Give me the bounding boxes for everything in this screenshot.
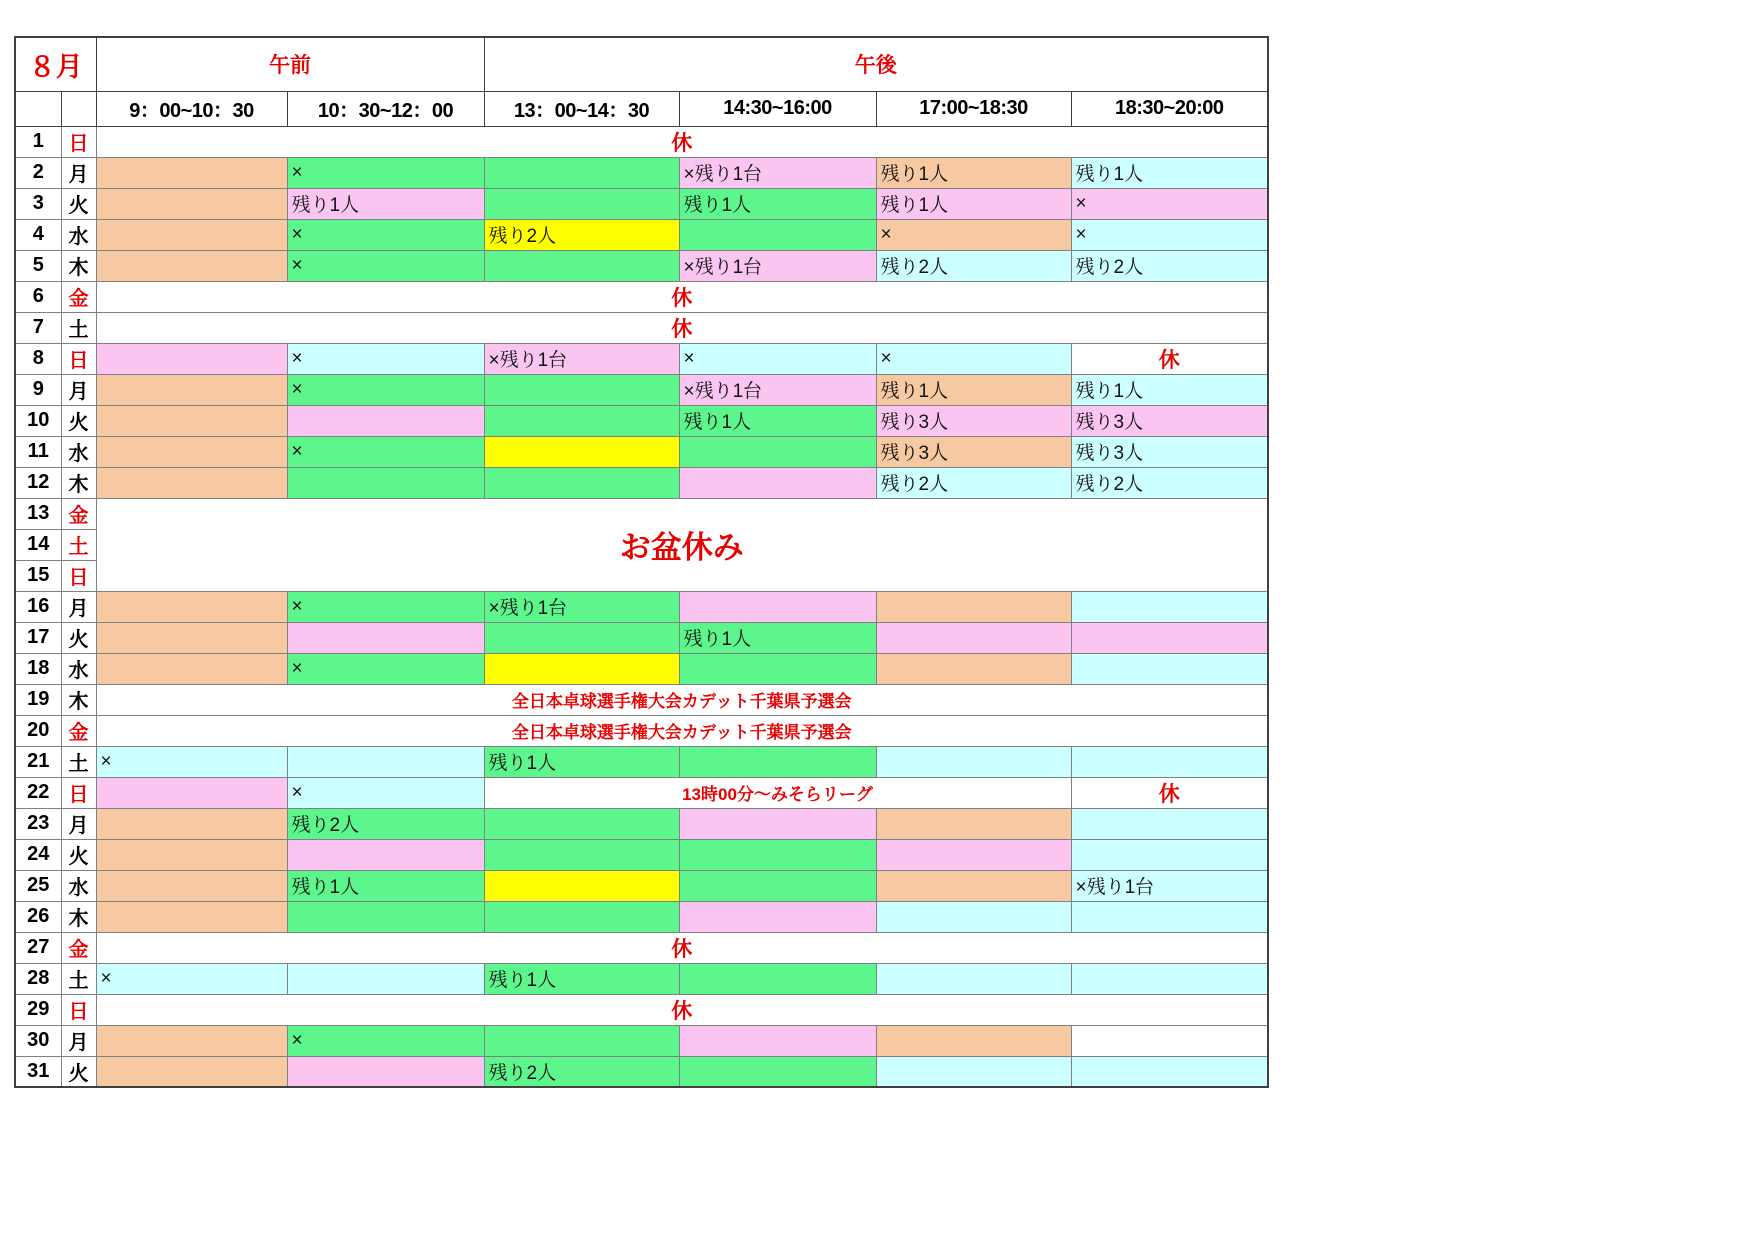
schedule-page (14, 36, 1269, 1088)
schedule-cell (287, 405, 484, 436)
schedule-row (15, 932, 1268, 963)
schedule-cell: 残り2人 (1071, 250, 1268, 281)
weekday-cell: 土 (61, 312, 96, 343)
schedule-cell: 残り1人 (287, 188, 484, 219)
date-cell: 12 (15, 467, 61, 498)
schedule-cell: 残り2人 (876, 467, 1071, 498)
date-cell: 17 (15, 622, 61, 653)
schedule-cell (484, 1025, 679, 1056)
schedule-cell: 残り1人 (876, 374, 1071, 405)
schedule-row (15, 901, 1268, 932)
schedule-row (15, 963, 1268, 994)
schedule-row (15, 374, 1268, 405)
date-cell: 14 (15, 529, 61, 560)
schedule-cell (876, 1025, 1071, 1056)
weekday-cell: 火 (61, 188, 96, 219)
weekday-cell: 日 (61, 777, 96, 808)
schedule-cell: × (287, 1025, 484, 1056)
note-cell: 休 (96, 126, 1268, 157)
schedule-row (15, 1025, 1268, 1056)
date-cell: 11 (15, 436, 61, 467)
note-cell: 休 (1071, 343, 1268, 374)
corner-cell-blank (15, 91, 61, 126)
schedule-cell (287, 467, 484, 498)
schedule-cell (484, 808, 679, 839)
schedule-row (15, 684, 1268, 715)
schedule-cell: × (876, 219, 1071, 250)
time-slot-header: 10：30~12：00 (287, 91, 484, 126)
schedule-row (15, 405, 1268, 436)
schedule-cell (876, 1056, 1071, 1087)
schedule-row (15, 591, 1268, 622)
weekday-cell: 月 (61, 157, 96, 188)
weekday-cell: 土 (61, 746, 96, 777)
schedule-cell: × (96, 963, 287, 994)
date-cell: 27 (15, 932, 61, 963)
schedule-cell (96, 901, 287, 932)
schedule-cell (96, 591, 287, 622)
schedule-cell (287, 963, 484, 994)
weekday-cell: 日 (61, 994, 96, 1025)
schedule-cell: ×残り1台 (679, 250, 876, 281)
schedule-row (15, 498, 1268, 529)
schedule-cell (287, 622, 484, 653)
schedule-cell: 残り1人 (679, 188, 876, 219)
schedule-cell: × (1071, 188, 1268, 219)
schedule-row (15, 467, 1268, 498)
schedule-cell: × (679, 343, 876, 374)
weekday-cell: 水 (61, 653, 96, 684)
schedule-cell: × (1071, 219, 1268, 250)
date-cell: 30 (15, 1025, 61, 1056)
header-row-top (15, 37, 1268, 91)
schedule-cell (679, 1056, 876, 1087)
schedule-cell: × (287, 157, 484, 188)
schedule-cell (484, 374, 679, 405)
schedule-cell (96, 777, 287, 808)
schedule-row (15, 312, 1268, 343)
schedule-cell: 残り3人 (1071, 436, 1268, 467)
schedule-cell: 残り1人 (484, 746, 679, 777)
schedule-cell (96, 839, 287, 870)
schedule-row (15, 653, 1268, 684)
time-slot-header: 17:00~18:30 (876, 91, 1071, 126)
august-schedule-table (14, 36, 1269, 1088)
schedule-cell: 残り2人 (876, 250, 1071, 281)
date-cell: 23 (15, 808, 61, 839)
schedule-cell (679, 219, 876, 250)
schedule-cell: 残り2人 (1071, 467, 1268, 498)
weekday-cell: 火 (61, 405, 96, 436)
schedule-cell: ×残り1台 (484, 591, 679, 622)
schedule-cell: 残り2人 (287, 808, 484, 839)
schedule-cell: × (287, 250, 484, 281)
schedule-cell (1071, 591, 1268, 622)
time-slot-header: 18:30~20:00 (1071, 91, 1268, 126)
schedule-cell (679, 963, 876, 994)
schedule-cell (876, 870, 1071, 901)
note-cell: 13時00分～みそらリーグ (484, 777, 1071, 808)
weekday-cell: 水 (61, 219, 96, 250)
time-slot-header: 14:30~16:00 (679, 91, 876, 126)
schedule-cell (287, 901, 484, 932)
schedule-cell: 残り3人 (876, 405, 1071, 436)
schedule-cell (287, 746, 484, 777)
date-cell: 2 (15, 157, 61, 188)
date-cell: 6 (15, 281, 61, 312)
schedule-cell (96, 343, 287, 374)
date-cell: 25 (15, 870, 61, 901)
schedule-cell: 残り1人 (484, 963, 679, 994)
schedule-row (15, 126, 1268, 157)
schedule-cell (484, 405, 679, 436)
date-cell: 31 (15, 1056, 61, 1087)
weekday-cell: 水 (61, 870, 96, 901)
date-cell: 18 (15, 653, 61, 684)
schedule-row (15, 250, 1268, 281)
date-cell: 29 (15, 994, 61, 1025)
corner-cell-blank (61, 91, 96, 126)
schedule-cell (679, 1025, 876, 1056)
weekday-cell: 月 (61, 1025, 96, 1056)
schedule-cell (876, 839, 1071, 870)
schedule-cell (484, 188, 679, 219)
header-row-times (15, 91, 1268, 126)
schedule-cell (876, 746, 1071, 777)
schedule-cell (96, 653, 287, 684)
schedule-cell (287, 1056, 484, 1087)
schedule-cell (1071, 1025, 1268, 1056)
schedule-cell (96, 467, 287, 498)
date-cell: 21 (15, 746, 61, 777)
schedule-cell (1071, 653, 1268, 684)
weekday-cell: 木 (61, 250, 96, 281)
schedule-cell (484, 250, 679, 281)
schedule-cell (287, 839, 484, 870)
weekday-cell: 月 (61, 374, 96, 405)
schedule-cell: 残り2人 (484, 1056, 679, 1087)
schedule-cell (96, 870, 287, 901)
header-afternoon: 午後 (484, 37, 1268, 91)
schedule-cell: 残り1人 (287, 870, 484, 901)
note-cell: 休 (96, 312, 1268, 343)
schedule-cell (484, 622, 679, 653)
schedule-cell (484, 467, 679, 498)
weekday-cell: 火 (61, 839, 96, 870)
schedule-cell (876, 591, 1071, 622)
weekday-cell: 金 (61, 281, 96, 312)
schedule-cell: 残り3人 (876, 436, 1071, 467)
schedule-cell (876, 653, 1071, 684)
schedule-cell: 残り1人 (876, 188, 1071, 219)
schedule-cell (679, 653, 876, 684)
weekday-cell: 月 (61, 591, 96, 622)
schedule-cell (96, 1025, 287, 1056)
date-cell: 10 (15, 405, 61, 436)
schedule-cell (96, 808, 287, 839)
schedule-cell: 残り1人 (876, 157, 1071, 188)
schedule-cell: ×残り1台 (679, 374, 876, 405)
date-cell: 8 (15, 343, 61, 374)
weekday-cell: 金 (61, 498, 96, 529)
header-morning: 午前 (96, 37, 484, 91)
schedule-cell (1071, 746, 1268, 777)
time-slot-header: 9：00~10：30 (96, 91, 287, 126)
schedule-row (15, 436, 1268, 467)
schedule-cell: × (876, 343, 1071, 374)
schedule-cell (679, 436, 876, 467)
schedule-cell (876, 622, 1071, 653)
schedule-cell: ×残り1台 (1071, 870, 1268, 901)
schedule-cell (96, 405, 287, 436)
schedule-row (15, 157, 1268, 188)
schedule-cell: 残り1人 (679, 622, 876, 653)
schedule-row (15, 622, 1268, 653)
date-cell: 22 (15, 777, 61, 808)
schedule-row (15, 715, 1268, 746)
date-cell: 5 (15, 250, 61, 281)
schedule-cell (1071, 808, 1268, 839)
note-cell: 全日本卓球選手権大会カデット千葉県予選会 (96, 684, 1268, 715)
schedule-cell (876, 963, 1071, 994)
schedule-row (15, 219, 1268, 250)
schedule-cell (679, 839, 876, 870)
schedule-cell (96, 219, 287, 250)
date-cell: 28 (15, 963, 61, 994)
schedule-cell: 残り1人 (1071, 157, 1268, 188)
schedule-cell (679, 746, 876, 777)
weekday-cell: 水 (61, 436, 96, 467)
weekday-cell: 木 (61, 684, 96, 715)
weekday-cell: 日 (61, 343, 96, 374)
schedule-row (15, 808, 1268, 839)
weekday-cell: 木 (61, 467, 96, 498)
date-cell: 20 (15, 715, 61, 746)
schedule-cell: × (287, 777, 484, 808)
weekday-cell: 火 (61, 622, 96, 653)
schedule-cell: × (287, 374, 484, 405)
schedule-cell (679, 591, 876, 622)
schedule-cell: × (287, 343, 484, 374)
schedule-cell: × (96, 746, 287, 777)
schedule-cell: 残り2人 (484, 219, 679, 250)
schedule-cell: 残り3人 (1071, 405, 1268, 436)
schedule-cell (96, 436, 287, 467)
note-cell: 休 (96, 281, 1268, 312)
date-cell: 26 (15, 901, 61, 932)
date-cell: 7 (15, 312, 61, 343)
schedule-cell: ×残り1台 (679, 157, 876, 188)
weekday-cell: 金 (61, 932, 96, 963)
schedule-cell (96, 157, 287, 188)
date-cell: 13 (15, 498, 61, 529)
month-title: ８月 (15, 37, 96, 91)
schedule-row (15, 281, 1268, 312)
schedule-cell (1071, 622, 1268, 653)
schedule-cell (96, 374, 287, 405)
schedule-cell (679, 901, 876, 932)
schedule-cell (679, 870, 876, 901)
schedule-cell: × (287, 436, 484, 467)
note-cell: 休 (96, 932, 1268, 963)
schedule-cell (484, 653, 679, 684)
schedule-cell (1071, 901, 1268, 932)
date-cell: 9 (15, 374, 61, 405)
schedule-cell (484, 901, 679, 932)
time-slot-header: 13：00~14：30 (484, 91, 679, 126)
schedule-cell (96, 1056, 287, 1087)
schedule-row (15, 1056, 1268, 1087)
schedule-cell (1071, 839, 1268, 870)
schedule-cell: × (287, 219, 484, 250)
schedule-cell (1071, 963, 1268, 994)
schedule-row (15, 870, 1268, 901)
date-cell: 16 (15, 591, 61, 622)
schedule-row (15, 994, 1268, 1025)
schedule-cell (1071, 1056, 1268, 1087)
date-cell: 19 (15, 684, 61, 715)
note-cell: 休 (1071, 777, 1268, 808)
weekday-cell: 木 (61, 901, 96, 932)
note-cell: お盆休み (96, 498, 1268, 591)
schedule-row (15, 343, 1268, 374)
weekday-cell: 土 (61, 963, 96, 994)
date-cell: 24 (15, 839, 61, 870)
date-cell: 3 (15, 188, 61, 219)
schedule-cell (484, 157, 679, 188)
schedule-cell (876, 901, 1071, 932)
note-cell: 全日本卓球選手権大会カデット千葉県予選会 (96, 715, 1268, 746)
weekday-cell: 火 (61, 1056, 96, 1087)
schedule-row (15, 188, 1268, 219)
date-cell: 1 (15, 126, 61, 157)
schedule-cell (484, 870, 679, 901)
schedule-cell (876, 808, 1071, 839)
schedule-row (15, 746, 1268, 777)
schedule-cell: 残り1人 (1071, 374, 1268, 405)
schedule-cell (96, 188, 287, 219)
schedule-cell (679, 808, 876, 839)
weekday-cell: 土 (61, 529, 96, 560)
schedule-cell: ×残り1台 (484, 343, 679, 374)
schedule-cell: × (287, 653, 484, 684)
weekday-cell: 日 (61, 560, 96, 591)
schedule-row (15, 777, 1268, 808)
date-cell: 15 (15, 560, 61, 591)
date-cell: 4 (15, 219, 61, 250)
note-cell: 休 (96, 994, 1268, 1025)
schedule-cell (96, 622, 287, 653)
weekday-cell: 日 (61, 126, 96, 157)
schedule-cell (96, 250, 287, 281)
schedule-cell (484, 436, 679, 467)
schedule-row (15, 839, 1268, 870)
schedule-cell (484, 839, 679, 870)
schedule-cell: × (287, 591, 484, 622)
weekday-cell: 月 (61, 808, 96, 839)
schedule-cell: 残り1人 (679, 405, 876, 436)
schedule-cell (679, 467, 876, 498)
weekday-cell: 金 (61, 715, 96, 746)
